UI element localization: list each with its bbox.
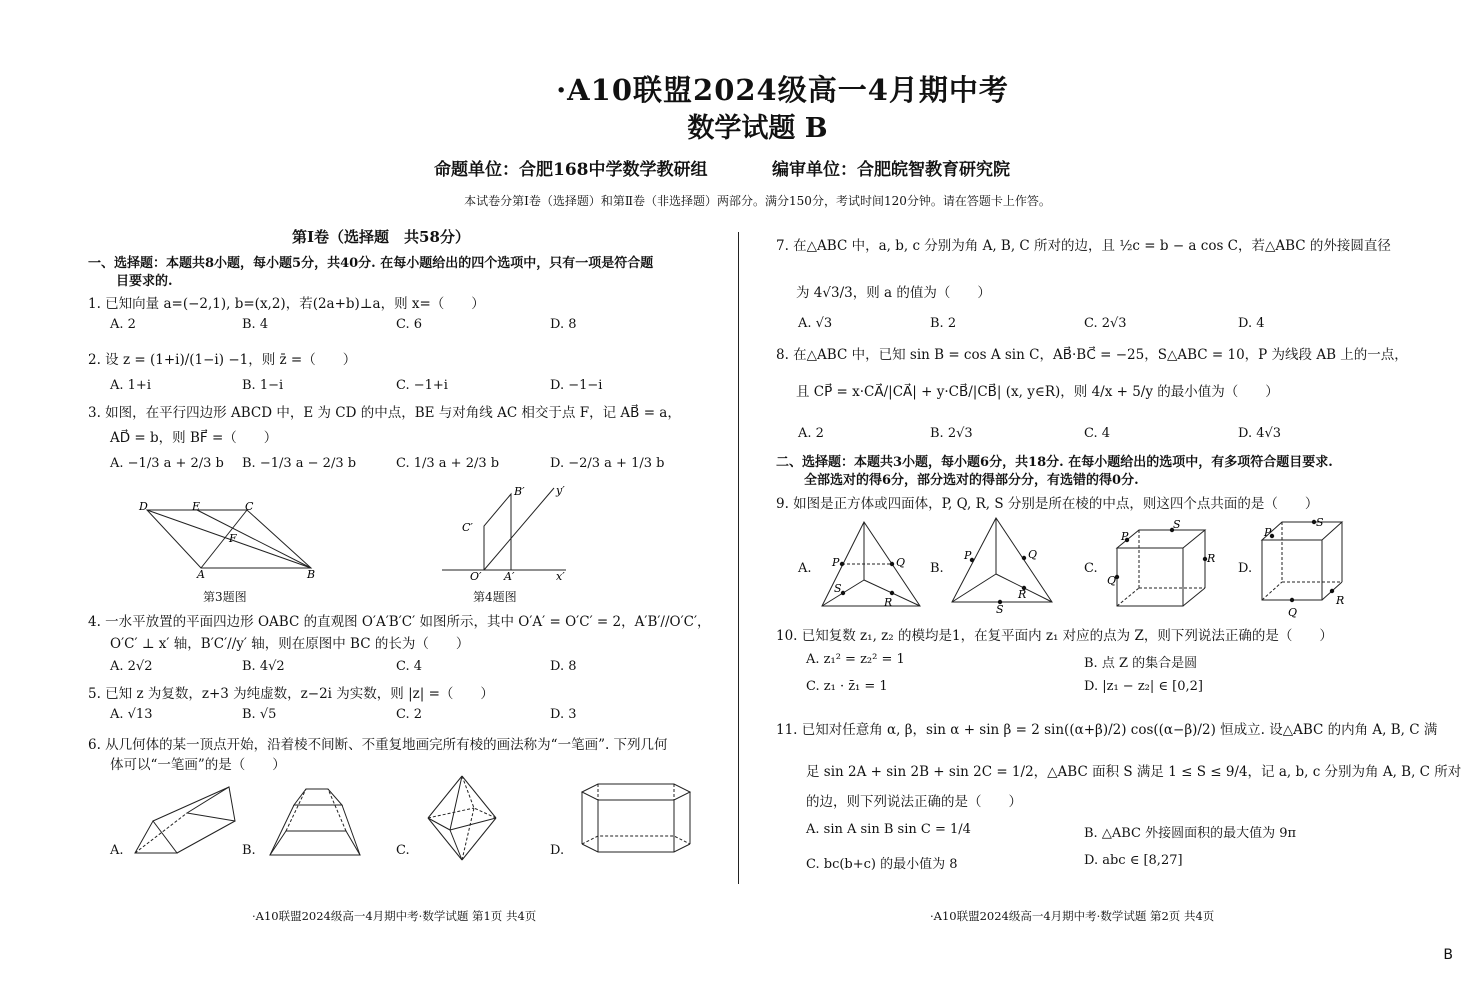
exam-title: ·A10联盟2024级高一4月期中考 (556, 73, 1009, 107)
q4-option-d: D. 8 (550, 659, 577, 674)
q7-line2: 为 4√3/3，则 a 的值为（ ） (796, 285, 991, 301)
q11-option-c: C. bc(b+c) 的最小值为 8 (806, 857, 958, 872)
q8-line2: 且 CP⃗ = x·CA⃗/|CA⃗| + y·CB⃗/|CB⃗| (x, y∈R)，则 4/x + 5/y 的最小值为（ ） (796, 384, 1279, 400)
q11-line2: 足 sin 2A + sin 2B + sin 2C = 1/2，△ABC 面积 S 满足 1 ≤ S ≤ 9/4，记 a, b, c 分别为角 A, B, C 所对 (806, 764, 1462, 780)
q7-option-c: C. 2√3 (1084, 316, 1127, 331)
q11-line1: 11. 已知对任意角 α, β，sin α + sin β = 2 sin((α+β)/2) cos((α−β)/2) 恒成立. 设△ABC 的内角 A, B, C 满 (776, 722, 1438, 738)
q3-line2: AD⃗ = b，则 BF⃗ =（ ） (110, 430, 278, 446)
q1-option-b: B. 4 (242, 317, 269, 332)
q6-option-b: B. (242, 843, 256, 858)
q8-line1: 8. 在△ABC 中，已知 sin B = cos A sin C，AB⃗·BC⃗ = −25，S△ABC = 10，P 为线段 AB 上的一点， (776, 347, 1408, 363)
q5-option-c: C. 2 (396, 707, 423, 722)
fig4-label-b: B′ (514, 485, 525, 498)
q1-text: 1. 已知向量 a=(−2,1), b=(x,2)，若(2a+b)⊥a，则 x=（ ） (88, 296, 485, 312)
q4-option-a: A. 2√2 (110, 659, 153, 674)
q9c-label-r: R (1207, 552, 1216, 565)
q9d-label-p: P (1264, 526, 1272, 539)
q8-option-c: C. 4 (1084, 426, 1111, 441)
q6-line1: 6. 从几何体的某一顶点开始，沿着棱不间断、不重复地画完所有棱的画法称为“一笔画”. 下列几何 (88, 737, 668, 753)
q9-figure-b-tetrahedron (950, 514, 1058, 614)
q6-option-d: D. (550, 843, 565, 858)
q2-option-a: A. 1+i (110, 378, 151, 393)
q4-option-b: B. 4√2 (242, 659, 285, 674)
fig4-label-o: O′ (470, 570, 482, 583)
footer-right: ·A10联盟2024级高一4月期中考·数学试题 第2页 共4页 (930, 909, 1215, 923)
figure-3-caption: 第3题图 (203, 590, 247, 604)
fig3-label-e: E (192, 500, 201, 513)
q5-option-a: A. √13 (110, 707, 153, 722)
q11-option-a: A. sin A sin B sin C = 1/4 (806, 822, 971, 837)
figure-3-parallelogram (135, 498, 325, 581)
fig3-label-b: B (307, 568, 316, 581)
version-mark: B (1443, 947, 1453, 963)
q9d-label-s: S (1316, 516, 1324, 529)
q11-option-d: D. abc ∈ [8,27] (1084, 853, 1183, 868)
section1-line1: 一、选择题：本题共8小题，每小题5分，共40分. 在每小题给出的四个选项中，只有一项是符合题 (88, 256, 654, 271)
q5-option-d: D. 3 (550, 707, 577, 722)
q6-line2: 体可以“一笔画”的是（ ） (110, 757, 286, 773)
q10-text: 10. 已知复数 z₁, z₂ 的模均是1，在复平面内 z₁ 对应的点为 Z，则下列说法正确的是（ ） (776, 628, 1333, 644)
q11-option-b: B. △ABC 外接圆面积的最大值为 9π (1084, 826, 1297, 841)
section1-line2: 目要求的. (116, 274, 173, 289)
fig4-label-x: x′ (556, 570, 565, 583)
fig3-label-a: A (197, 568, 205, 581)
proposer-unit: 命题单位：合肥168中学数学教研组 (434, 160, 708, 180)
q3-option-a: A. −1/3 a + 2/3 b (110, 456, 224, 471)
q6-figure-c-octahedron (424, 774, 500, 862)
figure-4-caption: 第4题图 (473, 590, 517, 604)
q9a-label-q: Q (896, 556, 906, 569)
column-divider (738, 232, 739, 884)
q4-line1: 4. 一水平放置的平面四边形 OABC 的直观图 O′A′B′C′ 如图所示，其中 O′A′ = O′C′ = 2，A′B′//O′C′， (88, 614, 711, 630)
q7-option-d: D. 4 (1238, 316, 1265, 331)
q9-option-b: B. (930, 561, 944, 576)
q9b-label-p: P (964, 549, 972, 562)
exam-subtitle: 数学试题 B (687, 113, 828, 144)
q8-option-a: A. 2 (798, 426, 824, 441)
q8-option-d: D. 4√3 (1238, 426, 1282, 441)
q5-text: 5. 已知 z 为复数，z+3 为纯虚数，z−2i 为实数，则 |z| =（ ） (88, 686, 494, 702)
q9-text: 9. 如图是正方体或四面体，P, Q, R, S 分别是所在棱的中点，则这四个点共面的是（ ） (776, 496, 1319, 512)
q11-line3: 的边，则下列说法正确的是（ ） (806, 794, 1022, 810)
q9b-label-s: S (996, 603, 1004, 616)
q10-option-a: A. z₁² = z₂² = 1 (806, 652, 905, 667)
q5-option-b: B. √5 (242, 707, 277, 722)
section2-line1: 二、选择题：本题共3小题，每小题6分，共18分. 在每小题给出的选项中，有多项符合题目要求. (776, 455, 1333, 470)
q3-option-d: D. −2/3 a + 1/3 b (550, 456, 665, 471)
q7-option-a: A. √3 (798, 316, 833, 331)
q6-figure-d-hexagonal-prism (578, 782, 698, 856)
q7-option-b: B. 2 (930, 316, 957, 331)
q9-option-d: D. (1238, 561, 1253, 576)
q9b-label-q: Q (1028, 548, 1038, 561)
fig3-label-d: D (139, 500, 148, 513)
q1-option-a: A. 2 (110, 317, 136, 332)
q9-option-a: A. (798, 561, 812, 576)
q9b-label-r: R (1018, 588, 1027, 601)
q2-option-c: C. −1+i (396, 378, 448, 393)
q9-option-c: C. (1084, 561, 1098, 576)
q9a-label-s: S (834, 582, 842, 595)
q6-option-a: A. (110, 843, 124, 858)
part1-heading: 第Ⅰ卷（选择题 共58分） (292, 228, 470, 246)
q2-text: 2. 设 z = (1+i)/(1−i) −1，则 z̄ =（ ） (88, 352, 357, 368)
q3-option-c: C. 1/3 a + 2/3 b (396, 456, 500, 471)
q9d-label-q: Q (1288, 606, 1298, 619)
q9a-label-r: R (884, 596, 893, 609)
q1-option-d: D. 8 (550, 317, 577, 332)
q9a-label-p: P (832, 556, 840, 569)
q6-figure-a-prism (133, 785, 243, 860)
q9c-label-s: S (1173, 518, 1181, 531)
figure-4-oblique-view (440, 484, 580, 584)
q10-option-d: D. |z₁ − z₂| ∈ [0,2] (1084, 679, 1203, 694)
q6-figure-b-frustum (268, 785, 368, 860)
fig3-label-c: C (245, 500, 254, 513)
footer-left: ·A10联盟2024级高一4月期中考·数学试题 第1页 共4页 (252, 909, 537, 923)
q2-option-d: D. −1−i (550, 378, 603, 393)
q4-line2: O′C′ ⊥ x′ 轴，B′C′//y′ 轴，则在原图中 BC 的长为（ ） (110, 636, 470, 652)
q9d-label-r: R (1336, 594, 1345, 607)
q1-option-c: C. 6 (396, 317, 423, 332)
q3-line1: 3. 如图，在平行四边形 ABCD 中，E 为 CD 的中点，BE 与对角线 AC 相交于点 F，记 AB⃗ = a， (88, 405, 681, 421)
q9-figure-c-cube (1105, 520, 1220, 612)
q2-option-b: B. 1−i (242, 378, 284, 393)
exam-notice: 本试卷分第Ⅰ卷（选择题）和第Ⅱ卷（非选择题）两部分。满分150分，考试时间120分钟。请在答题卡上作答。 (464, 194, 1051, 208)
q9c-label-q: Q (1107, 574, 1117, 587)
section2-line2: 全部选对的得6分，部分选对的得部分分，有选错的得0分. (804, 473, 1139, 488)
q4-option-c: C. 4 (396, 659, 423, 674)
fig4-label-y: y′ (556, 484, 565, 497)
fig4-label-a: A′ (504, 570, 515, 583)
q9-figure-a-tetrahedron (818, 518, 926, 613)
q8-option-b: B. 2√3 (930, 426, 973, 441)
q9c-label-p: P (1121, 530, 1129, 543)
q7-line1: 7. 在△ABC 中，a, b, c 分别为角 A, B, C 所对的边，且 ½c = b − a cos C，若△ABC 的外接圆直径 (776, 238, 1391, 254)
q10-option-c: C. z₁ · z̄₁ = 1 (806, 679, 888, 694)
q3-option-b: B. −1/3 a − 2/3 b (242, 456, 357, 471)
q10-option-b: B. 点 Z 的集合是圆 (1084, 656, 1198, 671)
q6-option-c: C. (396, 843, 410, 858)
fig4-label-c: C′ (462, 521, 473, 534)
fig3-label-f: F (229, 532, 237, 545)
reviewer-unit: 编审单位：合肥皖智教育研究院 (772, 160, 1010, 180)
q9-figure-d-cube (1258, 518, 1358, 618)
